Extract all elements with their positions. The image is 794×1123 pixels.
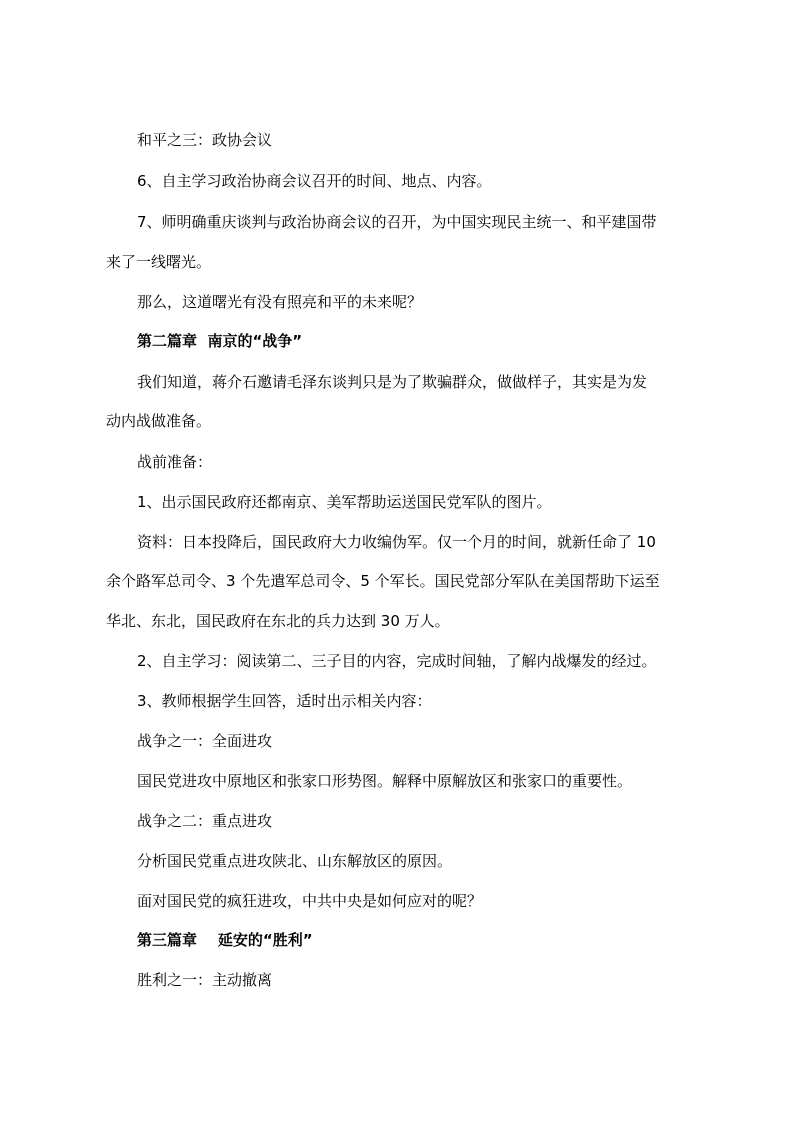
paragraph-material-line1: 资料：日本投降后，国民政府大力收编伪军。仅一个月的时间，就新任命了 10 <box>137 533 656 551</box>
paragraph-pre-war: 战前准备： <box>137 453 213 471</box>
paragraph-question-peace: 那么，这道曙光有没有照亮和平的未来呢？ <box>137 293 423 311</box>
paragraph-central-plains: 国民党进攻中原地区和张家口形势图。解释中原解放区和张家口的重要性。 <box>137 772 633 790</box>
paragraph-analysis: 分析国民党重点进攻陕北、山东解放区的原因。 <box>137 852 453 870</box>
paragraph-item-3: 3、教师根据学生回答，适时出示相关内容： <box>137 692 432 710</box>
paragraph-victory-one: 胜利之一：主动撤离 <box>137 971 273 989</box>
paragraph-peace-three: 和平之三：政协会议 <box>137 131 273 149</box>
paragraph-war-one: 战争之一：全面进攻 <box>137 732 273 750</box>
chapter-three-heading: 第三篇章 延安的“胜利” <box>137 931 313 949</box>
paragraph-chiang-line1: 我们知道，蒋介石邀请毛泽东谈判只是为了欺骗群众，做做样子，其实是为发 <box>137 373 648 391</box>
chapter-two-heading: 第二篇章 南京的“战争” <box>137 332 303 350</box>
paragraph-item-6: 6、自主学习政治协商会议召开的时间、地点、内容。 <box>137 172 492 190</box>
paragraph-material-line2: 余个路军总司令、3 个先遣军总司令、5 个军长。国民党部分军队在美国帮助下运至 <box>106 572 660 590</box>
paragraph-material-line3: 华北、东北，国民政府在东北的兵力达到 30 万人。 <box>106 612 450 630</box>
paragraph-item-7-line2: 来了一线曙光。 <box>106 253 212 271</box>
paragraph-item-2: 2、自主学习：阅读第二、三子目的内容，完成时间轴，了解内战爆发的经过。 <box>137 652 657 670</box>
paragraph-question-response: 面对国民党的疯狂进攻，中共中央是如何应对的呢？ <box>137 892 483 910</box>
paragraph-item-7-line1: 7、师明确重庆谈判与政治协商会议的召开，为中国实现民主统一、和平建国带 <box>137 213 657 231</box>
paragraph-item-1: 1、出示国民政府还都南京、美军帮助运送国民党军队的图片。 <box>137 493 552 511</box>
paragraph-war-two: 战争之二：重点进攻 <box>137 812 273 830</box>
paragraph-chiang-line2: 动内战做准备。 <box>106 412 212 430</box>
